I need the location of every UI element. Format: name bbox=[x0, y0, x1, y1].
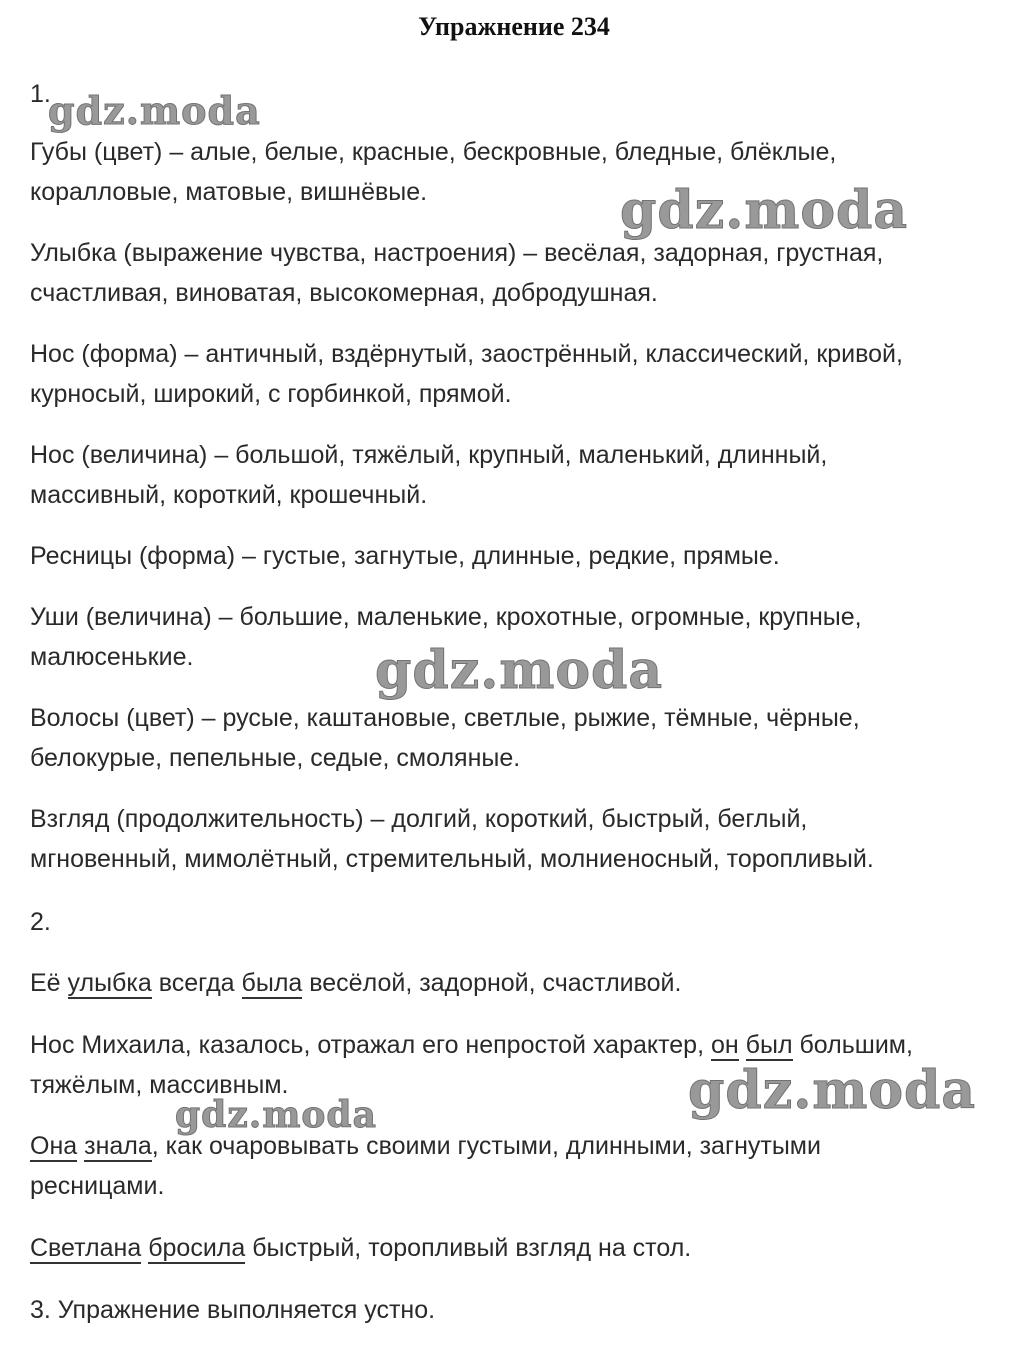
watermark-logo: gdz.moda bbox=[48, 88, 261, 133]
para-lips-line-1: Губы (цвет) – алые, белые, красные, бескровные, бледные, блёклые, bbox=[30, 138, 837, 166]
para-nose-size-line-2: массивный, короткий, крошечный. bbox=[30, 481, 428, 509]
watermark-logo: gdz.moda bbox=[688, 1060, 977, 1121]
para-smile-line-2: счастливая, виноватая, высокомерная, добродушная. bbox=[30, 279, 658, 307]
sentence-2-line-2: тяжёлым, массивным. bbox=[30, 1071, 289, 1099]
para-ears-line-1: Уши (величина) – большие, маленькие, крохотные, огромные, крупные, bbox=[30, 603, 862, 631]
para-nose-shape-line-2: курносый, широкий, с горбинкой, прямой. bbox=[30, 380, 512, 408]
underlined-subject: Она bbox=[30, 1132, 78, 1160]
page-title: Упражнение 234 bbox=[418, 12, 610, 41]
para-nose-shape-line-1: Нос (форма) – античный, вздёрнутый, заострённый, классический, кривой, bbox=[30, 340, 903, 368]
sentence-3-part: , как очаровывать своими густыми, длинными, загнутыми bbox=[151, 1132, 821, 1160]
sentence-3-line-2: ресницами. bbox=[30, 1172, 165, 1200]
underlined-subject: улыбка bbox=[67, 969, 152, 997]
watermark-logo: gdz.moda bbox=[375, 640, 664, 701]
section-1-marker: 1. bbox=[30, 80, 51, 108]
para-nose-size-line-1: Нос (величина) – большой, тяжёлый, крупный, маленький, длинный, bbox=[30, 441, 828, 469]
para-gaze-line-2: мгновенный, мимолётный, стремительный, молниеносный, торопливый. bbox=[30, 845, 874, 873]
para-gaze-line-1: Взгляд (продолжительность) – долгий, короткий, быстрый, беглый, bbox=[30, 805, 808, 833]
sentence-2-line-1 bbox=[30, 1025, 1005, 1065]
sentence-1-part: Её bbox=[30, 969, 68, 997]
para-ears-line-2: малюсенькие. bbox=[30, 643, 194, 671]
sentence-2-part bbox=[739, 1031, 746, 1059]
sentence-1 bbox=[30, 963, 1005, 1003]
sentence-1-part: всегда bbox=[151, 969, 242, 997]
underlined-subject: он bbox=[710, 1031, 739, 1059]
section-3-note: 3. Упражнение выполняется устно. bbox=[30, 1296, 436, 1324]
para-hair-line-1: Волосы (цвет) – русые, каштановые, светлые, рыжие, тёмные, чёрные, bbox=[30, 704, 860, 732]
underlined-predicate: был bbox=[745, 1031, 793, 1059]
sentence-3-line-1 bbox=[30, 1126, 1005, 1166]
underlined-predicate: бросила bbox=[148, 1234, 246, 1262]
sentence-2-part: Нос Михаила, казалось, отражал его непростой характер, bbox=[30, 1031, 711, 1059]
watermark-logo: gdz.moda bbox=[175, 1094, 377, 1136]
underlined-subject: Светлана bbox=[30, 1234, 142, 1262]
underlined-predicate: была bbox=[241, 969, 303, 997]
section-2-marker: 2. bbox=[30, 908, 51, 936]
sentence-2-part: большим, bbox=[792, 1031, 913, 1059]
para-lips-line-2: коралловые, матовые, вишнёвые. bbox=[30, 178, 428, 206]
para-eyelashes-line-1: Ресницы (форма) – густые, загнутые, длинные, редкие, прямые. bbox=[30, 542, 780, 570]
underlined-predicate: знала bbox=[84, 1132, 152, 1160]
sentence-1-part: весёлой, задорной, счастливой. bbox=[302, 969, 682, 997]
para-hair-line-2: белокурые, пепельные, седые, смоляные. bbox=[30, 744, 521, 772]
sentence-4 bbox=[30, 1228, 1005, 1268]
para-smile-line-1: Улыбка (выражение чувства, настроения) – весёлая, задорная, грустная, bbox=[30, 239, 884, 267]
sentence-4-part: быстрый, торопливый взгляд на стол. bbox=[245, 1234, 692, 1262]
watermark-logo: gdz.moda bbox=[620, 180, 909, 241]
